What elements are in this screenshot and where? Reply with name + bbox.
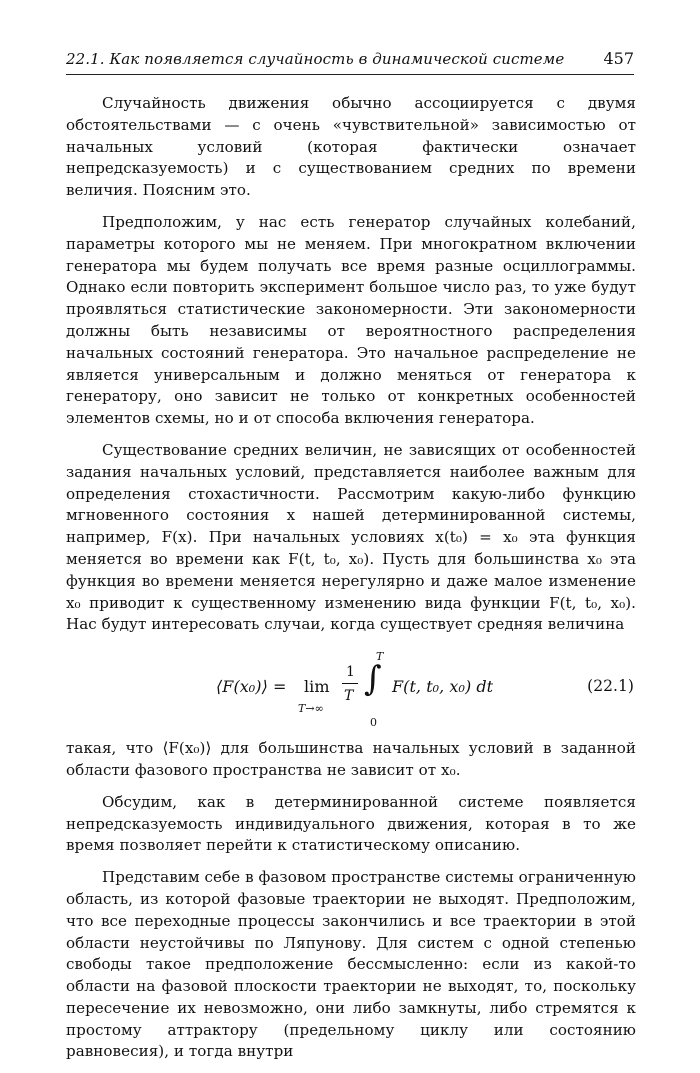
paragraph-3: Существование средних величин, не зависящих от особенностей задания начальных условий, представляется наиболее важным для определения стохастичности. Рассмотрим какую-либо функцию мгновенного состояния x нашей детерминированной системы, например, F(x). При начальных условиях x(t₀) = x₀ эта функция меняется во времени как F(t, t₀, x₀). Пусть для большинства x₀ эта функция во времени меняется нерегулярно и даже малое изменение x₀ приводит к существенному изменению вида функции F(t, t₀, x₀). Нас будут интересовать случаи, когда существует средняя величина (66, 440, 636, 634)
equation-fraction-bar (342, 683, 358, 684)
equation-lim-subscript: T→∞ (298, 702, 324, 716)
equation-fraction-numerator: 1 (346, 664, 355, 681)
equation-fraction-denominator: T (344, 688, 354, 705)
equation-22-1 (66, 646, 636, 732)
equation-lhs: ⟨F(x₀)⟩ = (216, 677, 287, 697)
equation-formula (216, 646, 516, 732)
running-header (66, 46, 634, 68)
section-title: 22.1. Как появляется случайность в динамической системе (66, 50, 565, 68)
integral-upper-limit: T (376, 650, 384, 664)
equation-lim: lim (304, 677, 330, 697)
integral-sign: ∫ (364, 659, 382, 700)
paragraph-5: Обсудим, как в детерминированной системе появляется непредсказуемость индивидуального движения, которая в то же время позволяет перейти к статистическому описанию. (66, 792, 636, 855)
header-rule (66, 74, 634, 75)
page-body (66, 93, 636, 1073)
paragraph-6: Представим себе в фазовом пространстве системы ограниченную область, из которой фазовые траектории не выходят. Предположим, что все переходные процессы закончились и все траектории в этой области неустойчивы по Ляпунову. Для систем с одной степенью свободы такое предположение бессмысленно: если из какой-то области на фазовой плоскости траектории не выходят, то, поскольку пересечение их невозможно, они либо замкнуты, либо стремятся к простому аттрактору (предельному циклу или состоянию равновесия), и тогда внутри (66, 868, 636, 1061)
integrand: F(t, t₀, x₀) dt (392, 677, 494, 697)
paragraph-2: Предположим, у нас есть генератор случайных колебаний, параметры которого мы не меняем. При многократном включении генератора мы будем получать все время разные осциллограммы. Однако если повторить эксперимент большое число раз, то уже будут проявляться статистические закономерности. Эти закономерности должны быть независимы от вероятностного распределения начальных состояний генератора. Это начальное распределение не является универсальным и должно меняться от генератора к генератору, оно зависит не только от конкретных особенностей элементов схемы, но и от способа включения генератора. (66, 212, 636, 428)
paragraph-4: такая, что ⟨F(x₀)⟩ для большинства начальных условий в заданной области фазового пространства не зависит от x₀. (66, 739, 636, 779)
paragraph-1: Случайность движения обычно ассоциируется с двумя обстоятельствами — с очень «чувствительной» зависимостью от начальных условий (которая фактически означает непредсказуемость) и с существованием средних по времени величия. Поясним это. (66, 94, 636, 200)
equation-number: (22.1) (587, 677, 634, 696)
page-number: 457 (603, 49, 634, 68)
integral-lower-limit: 0 (370, 716, 378, 730)
